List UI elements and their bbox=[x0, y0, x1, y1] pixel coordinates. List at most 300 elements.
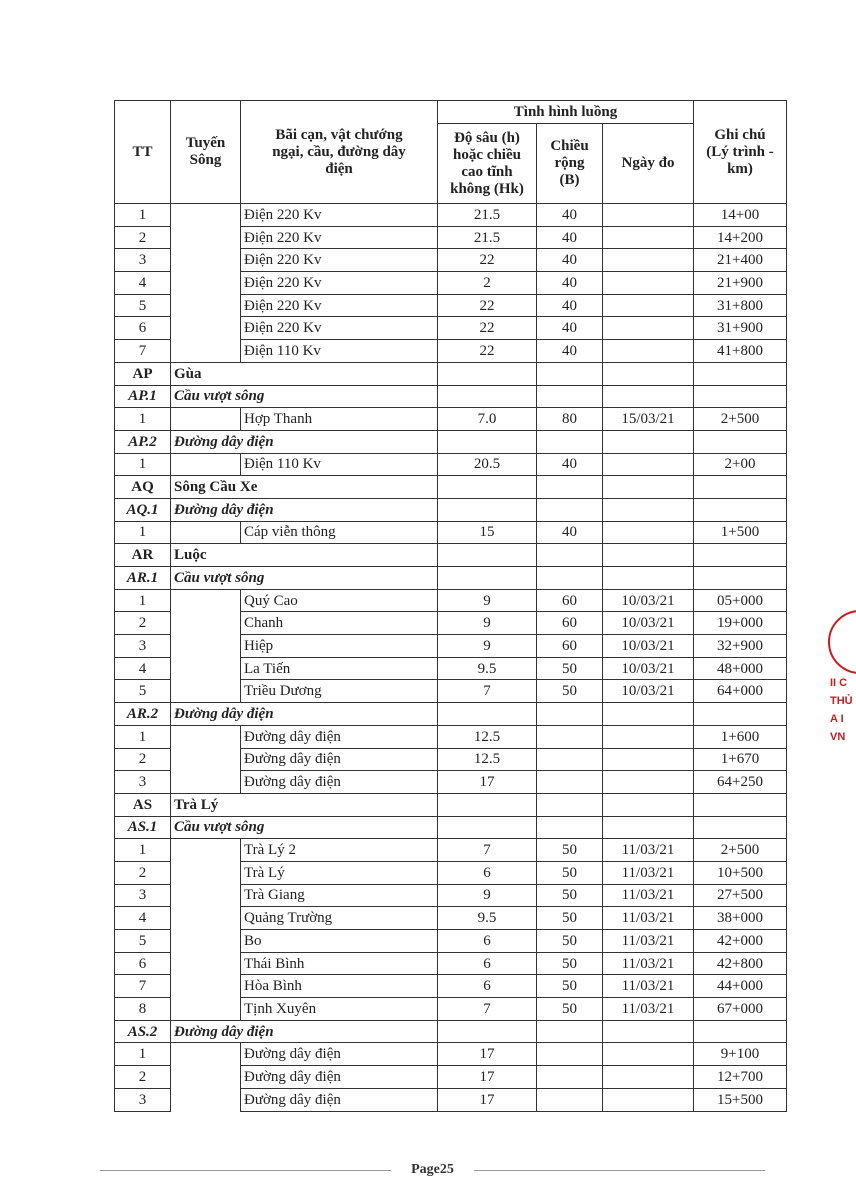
cell-code: AP.1 bbox=[115, 385, 171, 408]
cell-width: 60 bbox=[537, 635, 603, 658]
cell-note: 2+500 bbox=[694, 839, 787, 862]
cell-empty bbox=[438, 362, 537, 385]
cell-empty bbox=[603, 567, 694, 590]
cell-river bbox=[171, 1088, 241, 1111]
cell-empty bbox=[537, 498, 603, 521]
cell-note: 42+000 bbox=[694, 930, 787, 953]
cell-empty bbox=[537, 476, 603, 499]
cell-code: AR.1 bbox=[115, 567, 171, 590]
cell-title: Đường dây điện bbox=[171, 430, 438, 453]
cell-note: 21+400 bbox=[694, 249, 787, 272]
cell-name: Đường dây điện bbox=[241, 1043, 438, 1066]
cell-empty bbox=[694, 816, 787, 839]
cell-note: 19+000 bbox=[694, 612, 787, 635]
cell-code: AP.2 bbox=[115, 430, 171, 453]
cell-note: 38+000 bbox=[694, 907, 787, 930]
cell-width: 40 bbox=[537, 294, 603, 317]
cell-empty bbox=[694, 498, 787, 521]
table-row bbox=[115, 680, 787, 703]
cell-depth: 9 bbox=[438, 884, 537, 907]
cell-width: 50 bbox=[537, 930, 603, 953]
cell-name: Hòa Bình bbox=[241, 975, 438, 998]
cell-empty bbox=[603, 476, 694, 499]
cell-empty bbox=[694, 793, 787, 816]
cell-depth: 17 bbox=[438, 771, 537, 794]
cell-empty bbox=[603, 703, 694, 726]
cell-note: 44+000 bbox=[694, 975, 787, 998]
cell-note: 21+900 bbox=[694, 272, 787, 295]
table-row bbox=[115, 952, 787, 975]
cell-tt: 1 bbox=[115, 453, 171, 476]
cell-tt: 7 bbox=[115, 340, 171, 363]
cell-name: Trà Lý bbox=[241, 861, 438, 884]
cell-date bbox=[603, 294, 694, 317]
cell-river bbox=[171, 589, 241, 612]
cell-date: 10/03/21 bbox=[603, 612, 694, 635]
cell-date: 11/03/21 bbox=[603, 952, 694, 975]
cell-width: 50 bbox=[537, 907, 603, 930]
cell-title: Sông Cầu Xe bbox=[171, 476, 438, 499]
cell-depth: 9.5 bbox=[438, 657, 537, 680]
cell-river bbox=[171, 861, 241, 884]
cell-date bbox=[603, 317, 694, 340]
cell-name: Đường dây điện bbox=[241, 725, 438, 748]
cell-river bbox=[171, 317, 241, 340]
header-chieu-rong: Chiều rộng (B) bbox=[537, 124, 603, 204]
cell-depth: 6 bbox=[438, 930, 537, 953]
cell-river bbox=[171, 998, 241, 1021]
cell-empty bbox=[438, 1020, 537, 1043]
table-row bbox=[115, 453, 787, 476]
cell-empty bbox=[603, 816, 694, 839]
cell-tt: 5 bbox=[115, 680, 171, 703]
cell-width bbox=[537, 1088, 603, 1111]
table-row bbox=[115, 317, 787, 340]
cell-note: 41+800 bbox=[694, 340, 787, 363]
cell-note: 1+500 bbox=[694, 521, 787, 544]
cell-empty bbox=[438, 430, 537, 453]
cell-code: AS bbox=[115, 793, 171, 816]
cell-name: Đường dây điện bbox=[241, 1088, 438, 1111]
cell-river bbox=[171, 612, 241, 635]
cell-empty bbox=[438, 544, 537, 567]
header-tuyen-song: Tuyến Sông bbox=[171, 101, 241, 204]
cell-depth: 6 bbox=[438, 975, 537, 998]
cell-name: Đường dây điện bbox=[241, 1066, 438, 1089]
cell-tt: 4 bbox=[115, 907, 171, 930]
cell-width: 40 bbox=[537, 453, 603, 476]
cell-date bbox=[603, 1043, 694, 1066]
cell-note: 31+800 bbox=[694, 294, 787, 317]
cell-empty bbox=[694, 567, 787, 590]
cell-empty bbox=[537, 816, 603, 839]
cell-code: AR bbox=[115, 544, 171, 567]
cell-title: Cầu vượt sông bbox=[171, 816, 438, 839]
cell-width: 50 bbox=[537, 884, 603, 907]
cell-name: Bo bbox=[241, 930, 438, 953]
table-row bbox=[115, 657, 787, 680]
table-row bbox=[115, 861, 787, 884]
subsection-row bbox=[115, 498, 787, 521]
cell-width: 60 bbox=[537, 589, 603, 612]
cell-depth: 6 bbox=[438, 952, 537, 975]
section-row bbox=[115, 793, 787, 816]
cell-note: 31+900 bbox=[694, 317, 787, 340]
cell-empty bbox=[603, 498, 694, 521]
cell-name: Điện 220 Kv bbox=[241, 272, 438, 295]
cell-width: 50 bbox=[537, 998, 603, 1021]
cell-date: 10/03/21 bbox=[603, 589, 694, 612]
cell-note: 64+000 bbox=[694, 680, 787, 703]
cell-river bbox=[171, 1066, 241, 1089]
cell-width: 40 bbox=[537, 272, 603, 295]
cell-note: 14+00 bbox=[694, 204, 787, 227]
cell-depth: 6 bbox=[438, 861, 537, 884]
cell-river bbox=[171, 975, 241, 998]
cell-date: 11/03/21 bbox=[603, 998, 694, 1021]
cell-name: Điện 220 Kv bbox=[241, 317, 438, 340]
cell-width bbox=[537, 748, 603, 771]
cell-tt: 3 bbox=[115, 249, 171, 272]
cell-width: 50 bbox=[537, 839, 603, 862]
cell-date bbox=[603, 748, 694, 771]
header-do-sau: Độ sâu (h) hoặc chiều cao tĩnh không (Hk) bbox=[438, 124, 537, 204]
cell-empty bbox=[603, 362, 694, 385]
cell-note: 2+00 bbox=[694, 453, 787, 476]
cell-date bbox=[603, 453, 694, 476]
cell-empty bbox=[537, 1020, 603, 1043]
cell-tt: 2 bbox=[115, 861, 171, 884]
cell-depth: 17 bbox=[438, 1066, 537, 1089]
cell-title: Đường dây điện bbox=[171, 498, 438, 521]
cell-note: 10+500 bbox=[694, 861, 787, 884]
cell-date: 11/03/21 bbox=[603, 930, 694, 953]
header-tinh-hinh-luong: Tình hình luồng bbox=[438, 101, 694, 124]
cell-title: Gùa bbox=[171, 362, 438, 385]
cell-tt: 2 bbox=[115, 1066, 171, 1089]
cell-river bbox=[171, 657, 241, 680]
cell-date bbox=[603, 771, 694, 794]
table-body bbox=[115, 204, 787, 1112]
cell-code: AS.1 bbox=[115, 816, 171, 839]
cell-empty bbox=[438, 703, 537, 726]
cell-empty bbox=[694, 1020, 787, 1043]
cell-empty bbox=[694, 476, 787, 499]
cell-note: 9+100 bbox=[694, 1043, 787, 1066]
cell-tt: 3 bbox=[115, 884, 171, 907]
cell-date: 11/03/21 bbox=[603, 861, 694, 884]
page-number: Page25 bbox=[411, 1162, 454, 1177]
cell-name: Hợp Thanh bbox=[241, 408, 438, 431]
cell-width bbox=[537, 1066, 603, 1089]
table-row bbox=[115, 294, 787, 317]
cell-date bbox=[603, 725, 694, 748]
cell-note: 2+500 bbox=[694, 408, 787, 431]
cell-empty bbox=[537, 362, 603, 385]
table-row bbox=[115, 998, 787, 1021]
cell-name: Đường dây điện bbox=[241, 748, 438, 771]
cell-tt: 1 bbox=[115, 1043, 171, 1066]
cell-tt: 5 bbox=[115, 294, 171, 317]
cell-width: 50 bbox=[537, 861, 603, 884]
cell-river bbox=[171, 340, 241, 363]
cell-river bbox=[171, 680, 241, 703]
cell-depth: 9 bbox=[438, 589, 537, 612]
cell-name: Điện 110 Kv bbox=[241, 340, 438, 363]
cell-width: 40 bbox=[537, 204, 603, 227]
cell-depth: 2 bbox=[438, 272, 537, 295]
cell-code: AR.2 bbox=[115, 703, 171, 726]
cell-river bbox=[171, 1043, 241, 1066]
cell-river bbox=[171, 907, 241, 930]
stamp-text-3: A I bbox=[830, 713, 844, 725]
cell-empty bbox=[537, 430, 603, 453]
header-ngay-do: Ngày đo bbox=[603, 124, 694, 204]
cell-tt: 8 bbox=[115, 998, 171, 1021]
table-row bbox=[115, 1043, 787, 1066]
cell-empty bbox=[694, 544, 787, 567]
cell-date bbox=[603, 249, 694, 272]
cell-empty bbox=[438, 816, 537, 839]
cell-depth: 12.5 bbox=[438, 748, 537, 771]
cell-empty bbox=[537, 385, 603, 408]
cell-depth: 17 bbox=[438, 1043, 537, 1066]
cell-river bbox=[171, 839, 241, 862]
cell-name: Chanh bbox=[241, 612, 438, 635]
cell-river bbox=[171, 249, 241, 272]
cell-name: Trà Giang bbox=[241, 884, 438, 907]
cell-name: La Tiến bbox=[241, 657, 438, 680]
cell-empty bbox=[603, 385, 694, 408]
header-bai-can: Bãi cạn, vật chướng ngại, cầu, đường dây điện bbox=[241, 101, 438, 204]
cell-code: AS.2 bbox=[115, 1020, 171, 1043]
footer-rule-left bbox=[100, 1170, 391, 1171]
table-row bbox=[115, 725, 787, 748]
cell-date bbox=[603, 1088, 694, 1111]
cell-tt: 7 bbox=[115, 975, 171, 998]
cell-note: 1+600 bbox=[694, 725, 787, 748]
cell-tt: 3 bbox=[115, 1088, 171, 1111]
cell-width: 40 bbox=[537, 249, 603, 272]
cell-tt: 3 bbox=[115, 771, 171, 794]
cell-depth: 7 bbox=[438, 839, 537, 862]
cell-depth: 21.5 bbox=[438, 226, 537, 249]
cell-width bbox=[537, 771, 603, 794]
cell-name: Thái Bình bbox=[241, 952, 438, 975]
cell-empty bbox=[603, 1020, 694, 1043]
table-row bbox=[115, 884, 787, 907]
subsection-row bbox=[115, 385, 787, 408]
cell-date bbox=[603, 204, 694, 227]
cell-code: AQ bbox=[115, 476, 171, 499]
cell-depth: 15 bbox=[438, 521, 537, 544]
cell-width: 40 bbox=[537, 521, 603, 544]
cell-tt: 6 bbox=[115, 952, 171, 975]
cell-code: AP bbox=[115, 362, 171, 385]
cell-tt: 4 bbox=[115, 272, 171, 295]
cell-date bbox=[603, 340, 694, 363]
table-row bbox=[115, 907, 787, 930]
table-row bbox=[115, 930, 787, 953]
cell-title: Cầu vượt sông bbox=[171, 567, 438, 590]
header-ghi-chu: Ghi chú (Lý trình - km) bbox=[694, 101, 787, 204]
cell-name: Điện 220 Kv bbox=[241, 294, 438, 317]
cell-tt: 6 bbox=[115, 317, 171, 340]
cell-tt: 1 bbox=[115, 521, 171, 544]
table-row bbox=[115, 1066, 787, 1089]
cell-tt: 3 bbox=[115, 635, 171, 658]
cell-title: Luộc bbox=[171, 544, 438, 567]
cell-river bbox=[171, 930, 241, 953]
cell-date bbox=[603, 226, 694, 249]
cell-depth: 17 bbox=[438, 1088, 537, 1111]
cell-empty bbox=[694, 703, 787, 726]
cell-tt: 1 bbox=[115, 839, 171, 862]
cell-date: 11/03/21 bbox=[603, 907, 694, 930]
cell-name: Quý Cao bbox=[241, 589, 438, 612]
table-row bbox=[115, 226, 787, 249]
cell-depth: 9 bbox=[438, 612, 537, 635]
cell-name: Điện 220 Kv bbox=[241, 226, 438, 249]
table-row bbox=[115, 408, 787, 431]
cell-title: Đường dây điện bbox=[171, 703, 438, 726]
footer-rule-right bbox=[474, 1170, 765, 1171]
cell-river bbox=[171, 748, 241, 771]
cell-empty bbox=[537, 793, 603, 816]
cell-river bbox=[171, 204, 241, 227]
cell-width: 40 bbox=[537, 226, 603, 249]
cell-date bbox=[603, 272, 694, 295]
header-tt: TT bbox=[115, 101, 171, 204]
cell-river bbox=[171, 408, 241, 431]
cell-empty bbox=[537, 703, 603, 726]
cell-tt: 2 bbox=[115, 226, 171, 249]
subsection-row bbox=[115, 430, 787, 453]
table-row bbox=[115, 635, 787, 658]
section-row bbox=[115, 544, 787, 567]
cell-river bbox=[171, 521, 241, 544]
cell-tt: 5 bbox=[115, 930, 171, 953]
cell-date: 15/03/21 bbox=[603, 408, 694, 431]
cell-empty bbox=[438, 498, 537, 521]
cell-note: 48+000 bbox=[694, 657, 787, 680]
cell-date: 10/03/21 bbox=[603, 635, 694, 658]
table-row bbox=[115, 249, 787, 272]
cell-date: 11/03/21 bbox=[603, 884, 694, 907]
cell-name: Hiệp bbox=[241, 635, 438, 658]
cell-depth: 9 bbox=[438, 635, 537, 658]
section-row bbox=[115, 476, 787, 499]
cell-river bbox=[171, 884, 241, 907]
cell-tt: 1 bbox=[115, 204, 171, 227]
cell-title: Đường dây điện bbox=[171, 1020, 438, 1043]
subsection-row bbox=[115, 703, 787, 726]
cell-river bbox=[171, 453, 241, 476]
cell-note: 32+900 bbox=[694, 635, 787, 658]
cell-depth: 22 bbox=[438, 317, 537, 340]
cell-name: Điện 220 Kv bbox=[241, 204, 438, 227]
cell-code: AQ.1 bbox=[115, 498, 171, 521]
table-row bbox=[115, 612, 787, 635]
cell-note: 14+200 bbox=[694, 226, 787, 249]
cell-date: 11/03/21 bbox=[603, 839, 694, 862]
cell-tt: 4 bbox=[115, 657, 171, 680]
cell-width: 60 bbox=[537, 612, 603, 635]
cell-river bbox=[171, 771, 241, 794]
cell-depth: 22 bbox=[438, 249, 537, 272]
cell-depth: 22 bbox=[438, 340, 537, 363]
cell-empty bbox=[438, 385, 537, 408]
cell-empty bbox=[603, 430, 694, 453]
cell-depth: 9.5 bbox=[438, 907, 537, 930]
cell-name: Tịnh Xuyên bbox=[241, 998, 438, 1021]
subsection-row bbox=[115, 567, 787, 590]
cell-width: 50 bbox=[537, 975, 603, 998]
cell-empty bbox=[537, 544, 603, 567]
cell-date: 10/03/21 bbox=[603, 657, 694, 680]
cell-name: Đường dây điện bbox=[241, 771, 438, 794]
cell-depth: 12.5 bbox=[438, 725, 537, 748]
cell-river bbox=[171, 725, 241, 748]
cell-note: 15+500 bbox=[694, 1088, 787, 1111]
cell-width bbox=[537, 725, 603, 748]
cell-empty bbox=[438, 476, 537, 499]
channel-status-table bbox=[114, 100, 787, 1112]
cell-width: 50 bbox=[537, 657, 603, 680]
cell-empty bbox=[537, 567, 603, 590]
stamp-text-1: II C bbox=[830, 677, 848, 689]
cell-note: 27+500 bbox=[694, 884, 787, 907]
cell-tt: 1 bbox=[115, 725, 171, 748]
cell-date bbox=[603, 521, 694, 544]
stamp-text-2: THỦ bbox=[830, 695, 853, 707]
cell-name: Quảng Trường bbox=[241, 907, 438, 930]
table-row bbox=[115, 589, 787, 612]
cell-date: 10/03/21 bbox=[603, 680, 694, 703]
cell-empty bbox=[694, 430, 787, 453]
page-footer bbox=[100, 1158, 765, 1182]
cell-width bbox=[537, 1043, 603, 1066]
cell-depth: 7.0 bbox=[438, 408, 537, 431]
cell-width: 50 bbox=[537, 952, 603, 975]
cell-river bbox=[171, 272, 241, 295]
cell-width: 50 bbox=[537, 680, 603, 703]
table-row bbox=[115, 975, 787, 998]
table-row bbox=[115, 771, 787, 794]
cell-note: 1+670 bbox=[694, 748, 787, 771]
cell-tt: 1 bbox=[115, 589, 171, 612]
cell-name: Trà Lý 2 bbox=[241, 839, 438, 862]
table-row bbox=[115, 748, 787, 771]
table-row bbox=[115, 521, 787, 544]
subsection-row bbox=[115, 816, 787, 839]
cell-note: 12+700 bbox=[694, 1066, 787, 1089]
subsection-row bbox=[115, 1020, 787, 1043]
cell-note: 64+250 bbox=[694, 771, 787, 794]
table-row bbox=[115, 272, 787, 295]
cell-depth: 20.5 bbox=[438, 453, 537, 476]
cell-empty bbox=[694, 385, 787, 408]
cell-river bbox=[171, 952, 241, 975]
cell-empty bbox=[438, 567, 537, 590]
cell-width: 80 bbox=[537, 408, 603, 431]
cell-note: 67+000 bbox=[694, 998, 787, 1021]
cell-note: 05+000 bbox=[694, 589, 787, 612]
cell-name: Triều Dương bbox=[241, 680, 438, 703]
cell-width: 40 bbox=[537, 317, 603, 340]
cell-depth: 7 bbox=[438, 680, 537, 703]
cell-empty bbox=[438, 793, 537, 816]
